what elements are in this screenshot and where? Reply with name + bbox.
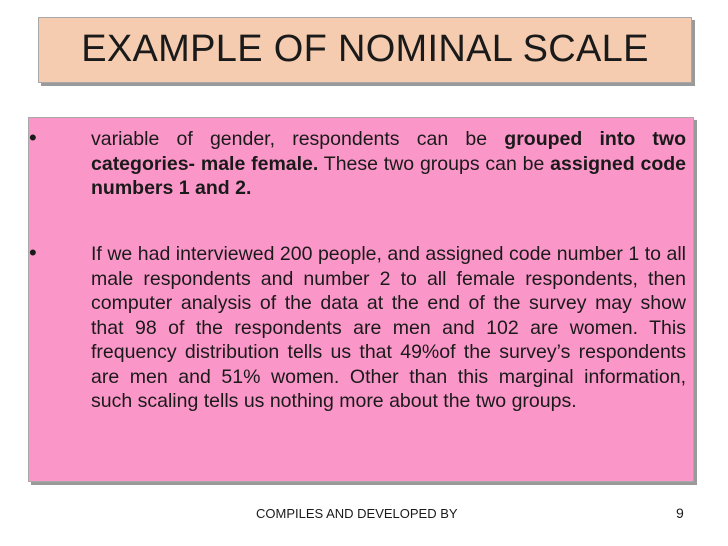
bullet-1-run-3: These two groups can be [318,152,551,175]
bullet-1-run-2: grouped into two categories- male female. [91,128,686,175]
page-number: 9 [676,505,684,521]
bullet-marker-2: • [29,240,37,265]
bullet-paragraph-2 [91,242,686,414]
title-box [38,17,692,83]
bullet-1-run-4: assigned code numbers 1 and 2. [91,152,687,199]
bullet-1-run-1: variable of gender, respondents can be [91,128,505,150]
content-box [28,117,694,482]
bullet-paragraph-1 [91,127,686,201]
bullet-marker-1: • [29,125,37,150]
footer-text: COMPILES AND DEVELOPED BY [256,506,458,521]
slide-title: EXAMPLE OF NOMINAL SCALE [81,28,649,70]
bullet-2-run-1: If we had interviewed 200 people, and assigned code number 1 to all male respondents and number 2 to all female respondents, then computer analysis of the data at the end of the survey may show that 98 of the respondents are men and 102 are women. This frequency distribution tells us that 49%of the survey’s respondents are men and 51% women. Other than this marginal information, such scaling tells us nothing more about the two groups. [91,243,686,412]
